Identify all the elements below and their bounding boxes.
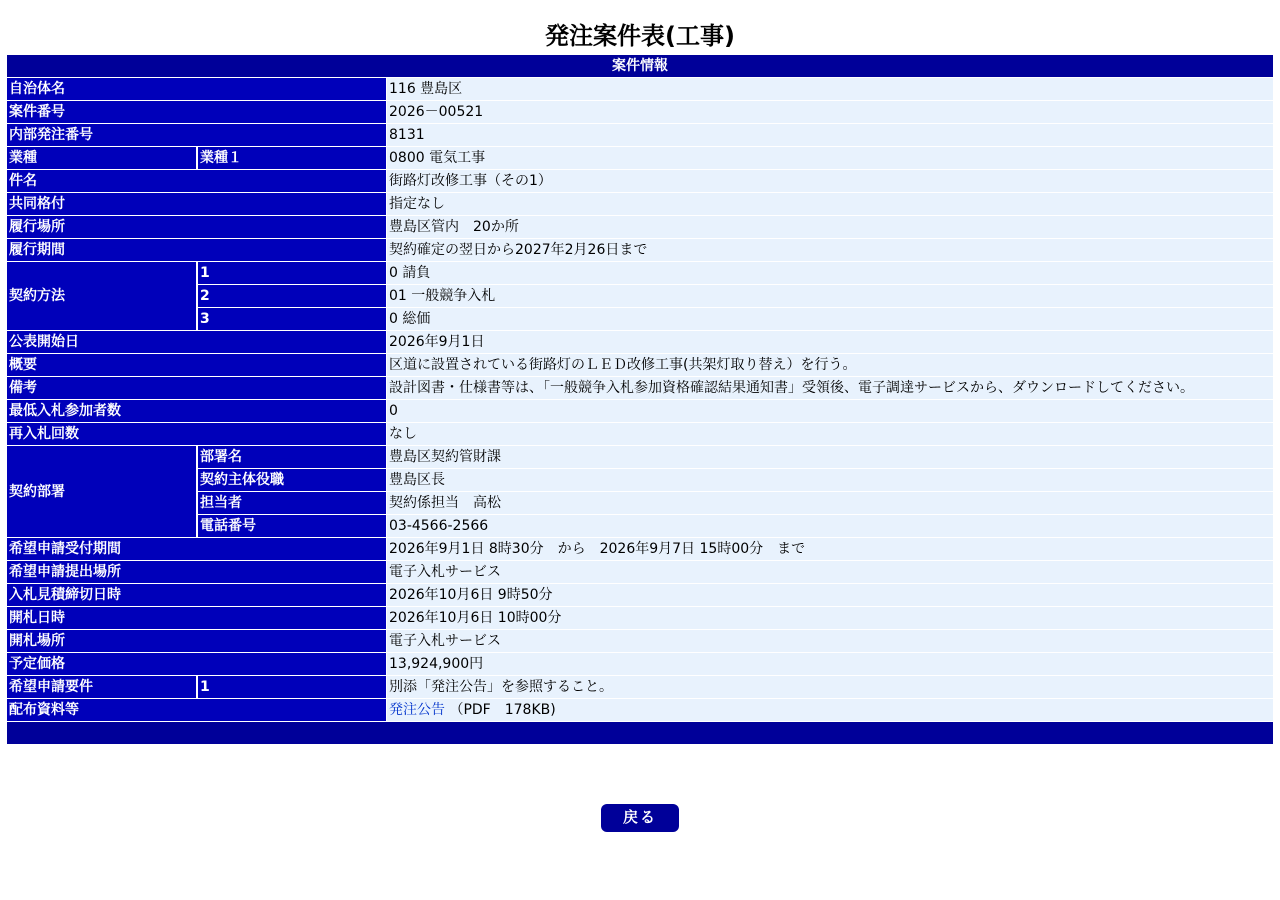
row-value: 03-4566-2566 — [387, 515, 1273, 537]
table-row — [7, 630, 1273, 652]
row-label: 自治体名 — [7, 78, 387, 100]
section-header-row — [7, 55, 1273, 77]
row-value: 2026－00521 — [387, 101, 1273, 123]
table-row — [7, 400, 1273, 422]
documents-cell — [387, 699, 1273, 721]
table-row — [7, 331, 1273, 353]
row-sub-label: 業種１ — [197, 147, 387, 169]
row-label: 開札日時 — [7, 607, 387, 629]
row-value: 8131 — [387, 124, 1273, 146]
row-label: 件名 — [7, 170, 387, 192]
row-label: 配布資料等 — [7, 699, 387, 721]
row-label: 業種 — [7, 147, 197, 169]
table-row — [7, 607, 1273, 629]
row-value: 0 — [387, 400, 1273, 422]
table-row — [7, 584, 1273, 606]
row-label: 希望申請提出場所 — [7, 561, 387, 583]
row-label: 入札見積締切日時 — [7, 584, 387, 606]
row-value: 電子入札サービス — [387, 561, 1273, 583]
file-info: （PDF 178KB) — [449, 702, 556, 718]
table-row — [7, 262, 1273, 284]
row-value: 13,924,900円 — [387, 653, 1273, 675]
notice-pdf-link[interactable]: 発注公告 — [389, 702, 445, 718]
row-value: 2026年10月6日 9時50分 — [387, 584, 1273, 606]
page-title: 発注案件表(工事) — [545, 22, 735, 50]
table-row — [7, 653, 1273, 675]
back-button[interactable]: 戻る — [601, 804, 679, 832]
row-label: 公表開始日 — [7, 331, 387, 353]
row-value: 別添「発注公告」を参照すること。 — [387, 676, 1273, 698]
row-label: 契約部署 — [7, 446, 197, 537]
table-row — [7, 515, 1273, 537]
table-row — [7, 193, 1273, 215]
table-row — [7, 538, 1273, 560]
table-row — [7, 446, 1273, 468]
row-value: 豊島区契約管財課 — [387, 446, 1273, 468]
row-value: 電子入札サービス — [387, 630, 1273, 652]
row-label: 開札場所 — [7, 630, 387, 652]
table-row — [7, 239, 1273, 261]
row-value: 01 一般競争入札 — [387, 285, 1273, 307]
row-sub-label: 1 — [197, 262, 387, 284]
row-label: 最低入札参加者数 — [7, 400, 387, 422]
row-sub-label: 電話番号 — [197, 515, 387, 537]
table-row — [7, 676, 1273, 698]
table-row — [7, 124, 1273, 146]
row-label: 備考 — [7, 377, 387, 399]
row-value: 区道に設置されている街路灯のＬＥＤ改修工事(共架灯取り替え）を行う。 — [387, 354, 1273, 376]
row-value: 0 請負 — [387, 262, 1273, 284]
table-row — [7, 216, 1273, 238]
back-button-container — [0, 804, 1280, 832]
row-value: 116 豊島区 — [387, 78, 1273, 100]
row-value: 2026年9月1日 8時30分 から 2026年9月7日 15時00分 まで — [387, 538, 1273, 560]
table-footer-row — [7, 722, 1273, 744]
table-row — [7, 285, 1273, 307]
row-value: 0800 電気工事 — [387, 147, 1273, 169]
table-row — [7, 308, 1273, 330]
row-label: 再入札回数 — [7, 423, 387, 445]
row-value: 契約確定の翌日から2027年2月26日まで — [387, 239, 1273, 261]
row-value: 0 総価 — [387, 308, 1273, 330]
table-row — [7, 101, 1273, 123]
table-row — [7, 423, 1273, 445]
row-value: なし — [387, 423, 1273, 445]
table-row — [7, 492, 1273, 514]
row-value: 豊島区管内 20か所 — [387, 216, 1273, 238]
table-row — [7, 78, 1273, 100]
table-row — [7, 147, 1273, 169]
table-row — [7, 469, 1273, 491]
row-label: 内部発注番号 — [7, 124, 387, 146]
table-row — [7, 170, 1273, 192]
row-sub-label: 担当者 — [197, 492, 387, 514]
table-row — [7, 377, 1273, 399]
table-footer-bar — [7, 722, 1273, 744]
row-value: 街路灯改修工事（その1） — [387, 170, 1273, 192]
case-info-table — [7, 54, 1273, 745]
row-label: 希望申請受付期間 — [7, 538, 387, 560]
row-sub-label: 部署名 — [197, 446, 387, 468]
table-row — [7, 354, 1273, 376]
row-sub-label: 2 — [197, 285, 387, 307]
row-value: 2026年10月6日 10時00分 — [387, 607, 1273, 629]
table-row — [7, 699, 1273, 721]
row-label: 予定価格 — [7, 653, 387, 675]
row-value: 設計図書・仕様書等は、「一般競争入札参加資格確認結果通知書」受領後、電子調達サービスから、ダウンロードしてください。 — [387, 377, 1273, 399]
row-sub-label: 1 — [197, 676, 387, 698]
row-label: 共同格付 — [7, 193, 387, 215]
table-row — [7, 561, 1273, 583]
row-label: 履行期間 — [7, 239, 387, 261]
row-sub-label: 3 — [197, 308, 387, 330]
row-value: 2026年9月1日 — [387, 331, 1273, 353]
row-label: 希望申請要件 — [7, 676, 197, 698]
row-value: 豊島区長 — [387, 469, 1273, 491]
row-sub-label: 契約主体役職 — [197, 469, 387, 491]
row-label: 概要 — [7, 354, 387, 376]
row-label: 契約方法 — [7, 262, 197, 330]
row-label: 履行場所 — [7, 216, 387, 238]
row-value: 指定なし — [387, 193, 1273, 215]
row-value: 契約係担当 高松 — [387, 492, 1273, 514]
row-label: 案件番号 — [7, 101, 387, 123]
section-header: 案件情報 — [7, 55, 1273, 77]
